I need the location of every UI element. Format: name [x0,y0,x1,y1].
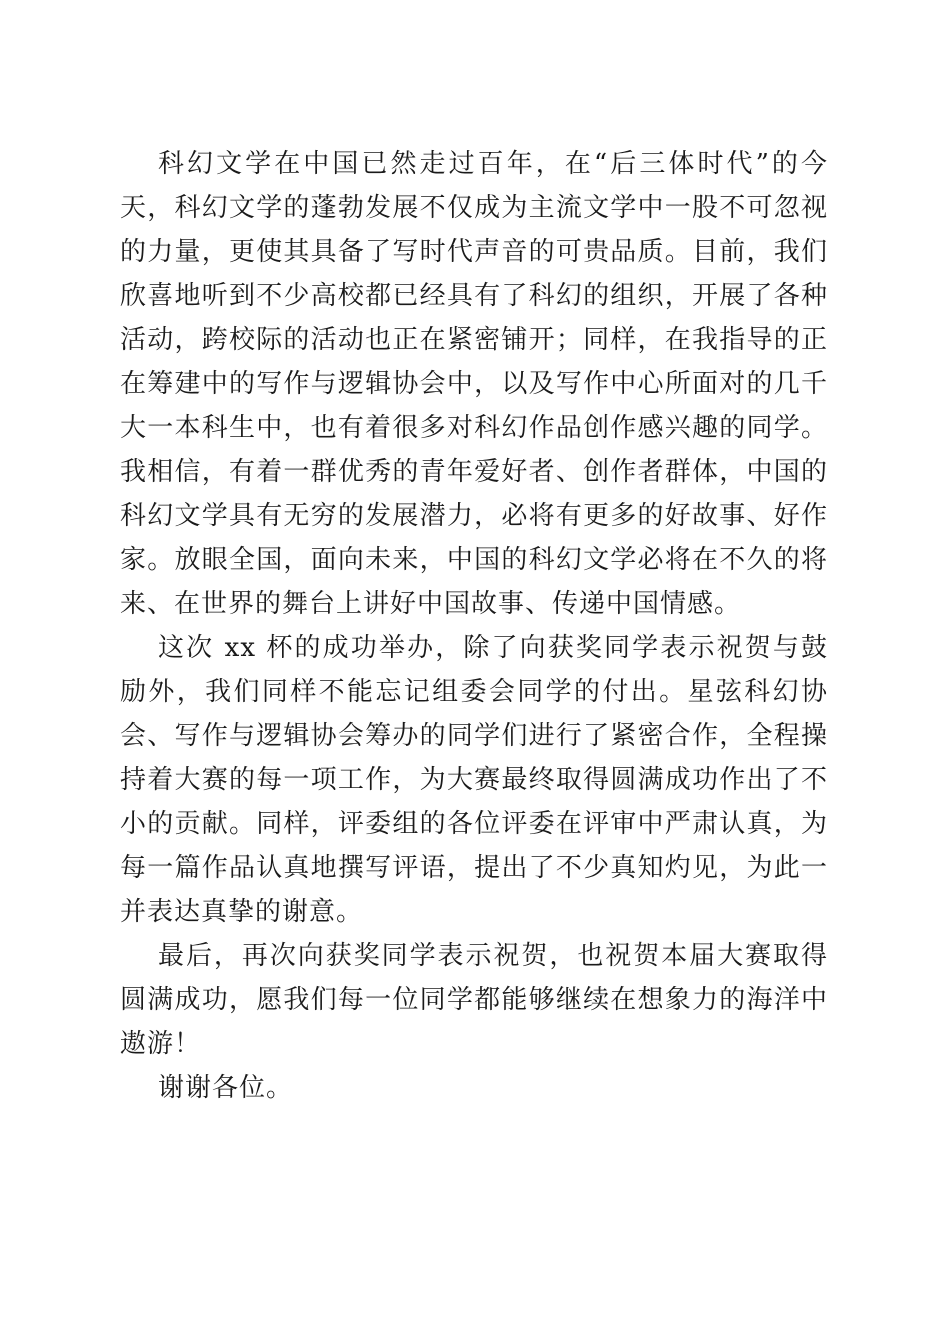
paragraph-thanks-organizers: 这次 xx 杯的成功举办，除了向获奖同学表示祝贺与鼓励外，我们同样不能忘记组委会同学的付出。星弦科幻协会、写作与逻辑协会筹办的同学们进行了紧密合作，全程操持着大赛的每一项工作，为大赛最终取得圆满成功作出了不小的贡献。同样，评委组的各位评委在评审中严肃认真，为每一篇作品认真地撰写评语，提出了不少真知灼见，为此一并表达真挚的谢意。 [120,633,828,927]
paragraph-scifi-literature: 科幻文学在中国已然走过百年，在“后三体时代”的今天，科幻文学的蓬勃发展不仅成为主流文学中一股不可忽视的力量，更使其具备了写时代声音的可贵品质。目前，我们欣喜地听到不少高校都已经具有了科幻的组织，开展了各种活动，跨校际的活动也正在紧密铺开；同样，在我指导的正在筹建中的写作与逻辑协会中，以及写作中心所面对的几千大一本科生中，也有着很多对科幻作品创作感兴趣的同学。我相信，有着一群优秀的青年爱好者、创作者群体，中国的科幻文学具有无穷的发展潜力，必将有更多的好故事、好作家。放眼全国，面向未来，中国的科幻文学必将在不久的将来、在世界的舞台上讲好中国故事、传递中国情感。 [120,149,828,619]
document-body [120,142,828,1110]
paragraph-thank-you: 谢谢各位。 [158,1073,294,1103]
paragraph-closing-congratulations: 最后，再次向获奖同学表示祝贺，也祝贺本届大赛取得圆满成功，愿我们每一位同学都能够继续在想象力的海洋中遨游！ [120,941,828,1059]
